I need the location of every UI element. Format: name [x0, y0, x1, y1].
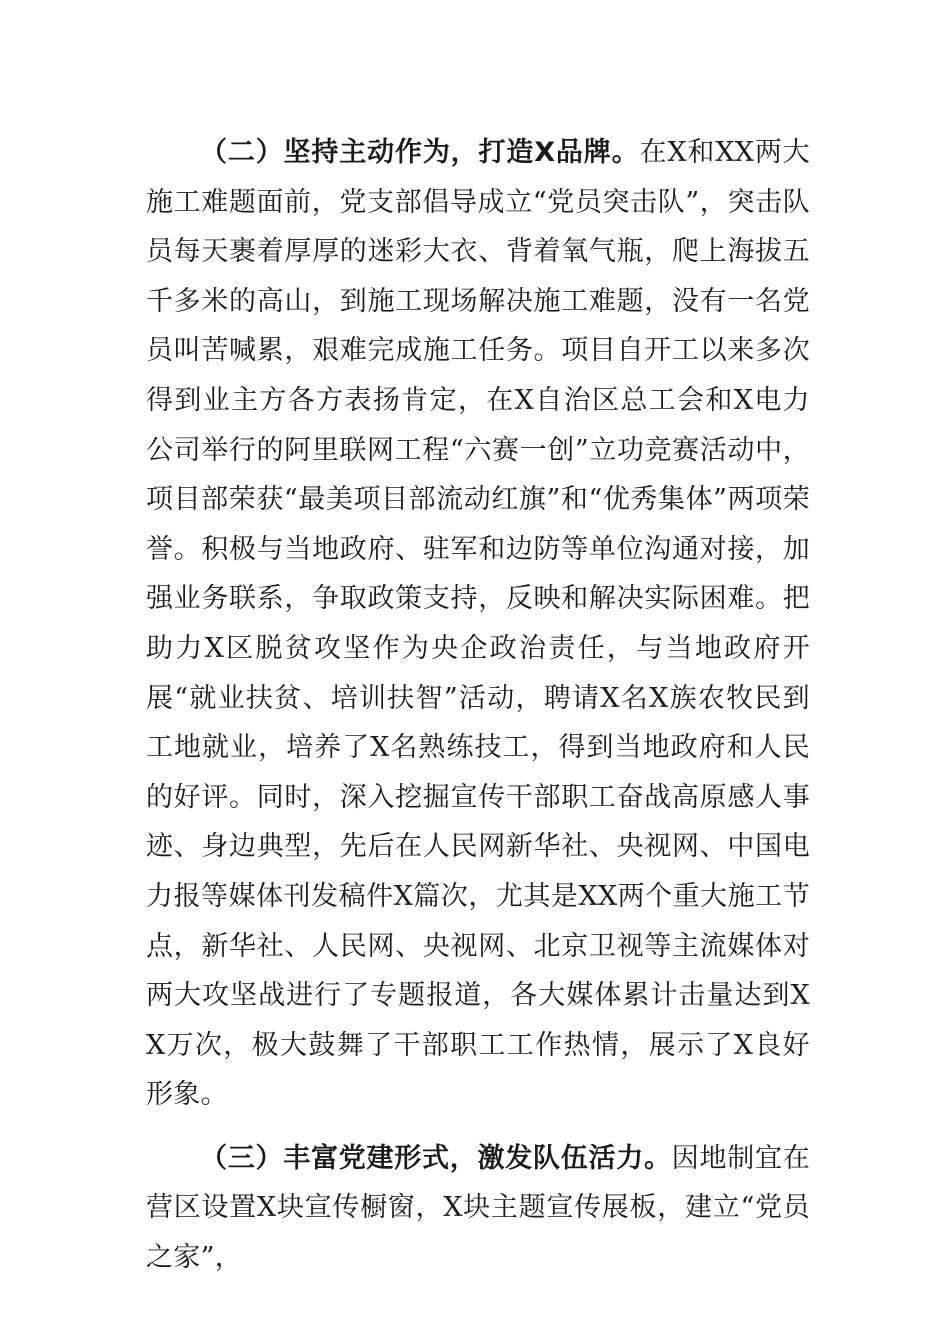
- paragraph-2-heading: （二）坚持主动作为，打造X品牌。: [200, 137, 640, 168]
- paragraph-3-heading: （三）丰富党建形式，激发队伍活力。: [200, 1142, 672, 1174]
- paragraph-2: [146, 128, 810, 1120]
- paragraph-3: [146, 1134, 810, 1283]
- paragraph-3-text: 因地制宜在营区设置X块宣传橱窗，X块主题宣传展板，建立“党员之家”，: [146, 1142, 810, 1274]
- document-body: [146, 128, 810, 1283]
- paragraph-2-text: 在X和XX两大施工难题面前，党支部倡导成立“党员突击队”，突击队员每天裹着厚厚的迷彩大衣、背着氧气瓶，爬上海拔五千多米的高山，到施工现场解决施工难题，没有一名党员叫苦喊累，艰难完成施工任务。项目自开工以来多次得到业主方各方表扬肯定，在X自治区总工会和X电力公司举行的阿里联网工程“六赛一创”立功竞赛活动中，项目部荣获“最美项目部流动红旗”和“优秀集体”两项荣誉。积极与当地政府、驻军和边防等单位沟通对接，加强业务联系，争取政策支持，反映和解决实际困难。把助力X区脱贫攻坚作为央企政治责任，与当地政府开展“就业扶贫、培训扶智”活动，聘请X名X族农牧民到工地就业，培养了X名熟练技工，得到当地政府和人民的好评。同时，深入挖掘宣传干部职工奋战高原感人事迹、身边典型，先后在人民网新华社、央视网、中国电力报等媒体刊发稿件X篇次，尤其是XX两个重大施工节点，新华社、人民网、央视网、北京卫视等主流媒体对两大攻坚战进行了专题报道，各大媒体累计击量达到XX万次，极大鼓舞了干部职工工作热情，展示了X良好形象。: [146, 137, 810, 1111]
